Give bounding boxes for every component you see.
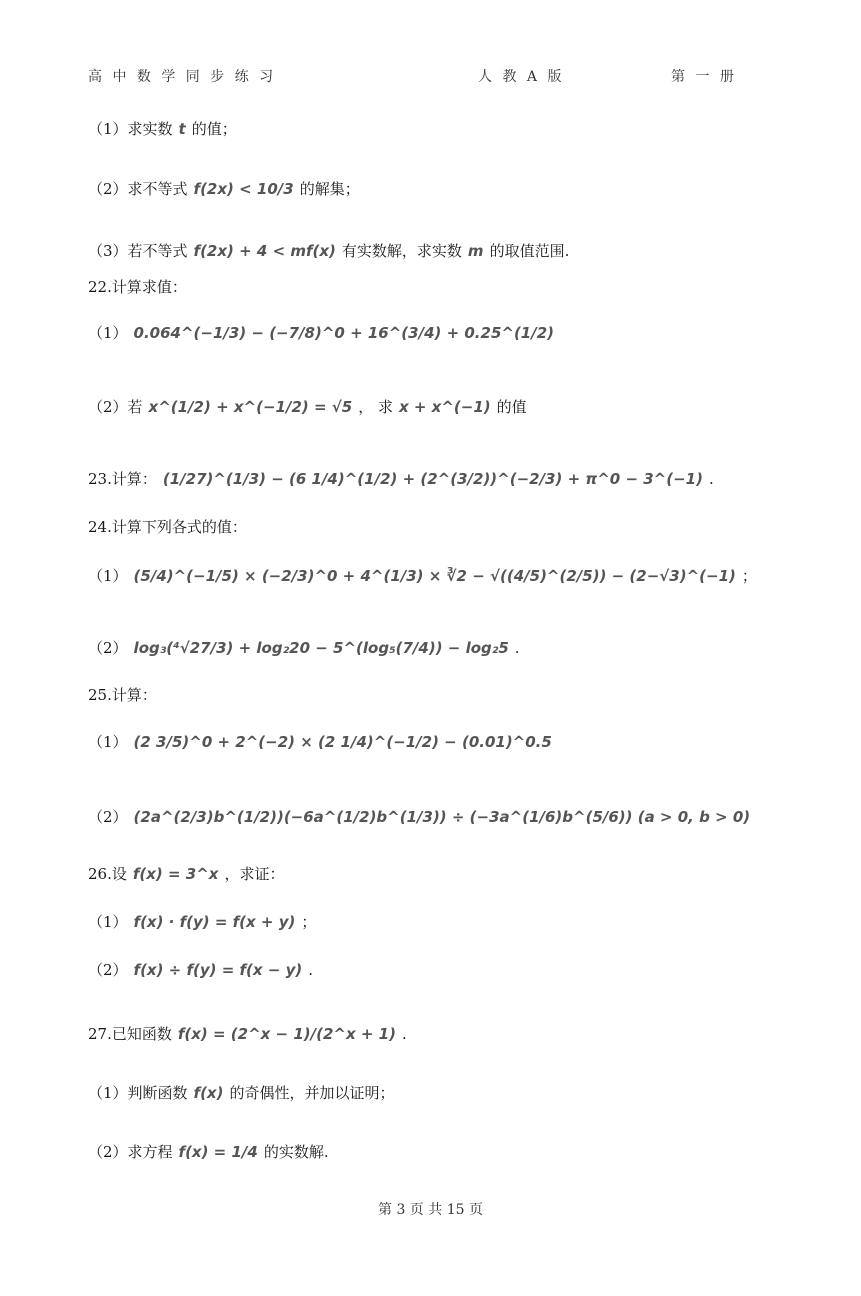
document-line: [88, 1023, 407, 1045]
math-expression: (2a^(2/3)b^(1/2))(−6a^(1/2)b^(1/3)) ÷ (−3a^(1/6)b^(5/6)) (a > 0, b > 0): [133, 808, 751, 826]
document-line: [88, 468, 714, 490]
line-text: （2）求方程: [88, 1143, 173, 1161]
math-expression: f(2x) + 4 < mf(x): [193, 242, 336, 260]
line-text: 22.计算求值：: [88, 278, 187, 296]
line-text: （2）: [88, 639, 128, 657]
line-text: （2）: [88, 961, 128, 979]
document-line: [88, 911, 316, 933]
line-text: ；: [741, 567, 757, 585]
document-line: [88, 276, 199, 298]
document-line: [88, 565, 757, 587]
line-text: （1）: [88, 324, 128, 342]
document-line: [88, 1082, 394, 1104]
document-line: [88, 684, 169, 706]
line-text: （1）求实数: [88, 120, 173, 138]
document-line: [88, 240, 569, 262]
line-text: 的值: [496, 398, 527, 416]
line-text: .: [708, 470, 714, 488]
math-expression: m: [467, 242, 484, 260]
line-text: ；: [301, 913, 317, 931]
math-expression: f(x) = (2^x − 1)/(2^x + 1): [177, 1025, 396, 1043]
line-text: （2）: [88, 808, 128, 826]
line-text: 25.计算：: [88, 686, 157, 704]
line-text: 27.已知函数: [88, 1025, 172, 1043]
document-line: [88, 516, 259, 538]
header-edition: 人 教 A 版: [478, 69, 565, 85]
math-expression: f(x) = 3^x: [132, 865, 219, 883]
line-text: .: [308, 961, 313, 979]
math-expression: (1/27)^(1/3) − (6 1/4)^(1/2) + (2^(3/2))^(−2/3) + π^0 − 3^(−1): [162, 470, 703, 488]
line-text: 26.设: [88, 865, 127, 883]
line-text: 24.计算下列各式的值：: [88, 518, 247, 536]
line-text: （1）: [88, 567, 128, 585]
line-text: 有实数解，求实数: [341, 242, 462, 260]
line-text: 的取值范围.: [489, 242, 570, 260]
document-line: [88, 178, 360, 200]
line-text: （1）判断函数: [88, 1084, 188, 1102]
page-header: [88, 66, 768, 86]
math-expression: 0.064^(−1/3) − (−7/8)^0 + 16^(3/4) + 0.25^(1/2): [133, 324, 555, 342]
line-text: .: [401, 1025, 407, 1043]
page-footer: 第 3 页 共 15 页: [378, 1202, 483, 1218]
line-text: （1）: [88, 733, 128, 751]
header-volume: 第 一 册: [671, 69, 737, 85]
math-expression: x + x^(−1): [398, 398, 491, 416]
math-expression: f(x) = 1/4: [178, 1143, 258, 1161]
line-text: ，求证：: [224, 865, 285, 883]
math-expression: log₃(⁴√27/3) + log₂20 − 5^(log₅(7/4)) − log₂5: [133, 639, 509, 657]
math-expression: (5/4)^(−1/5) × (−2/3)^0 + 4^(1/3) × ∛2 − √((4/5)^(2/5)) − (2−√3)^(−1): [133, 567, 736, 585]
math-expression: t: [178, 120, 186, 138]
document-line: [88, 959, 313, 981]
math-expression: f(2x) < 10/3: [193, 180, 294, 198]
document-line: [88, 806, 756, 828]
document-line: [88, 731, 558, 753]
line-text: （1）: [88, 913, 128, 931]
line-text: 23.计算：: [88, 470, 157, 488]
line-text: .: [514, 639, 520, 657]
line-text: ， 求: [358, 398, 393, 416]
line-text: 的奇偶性，并加以证明；: [229, 1084, 395, 1102]
line-text: 的解集；: [299, 180, 360, 198]
document-line: [88, 396, 527, 418]
math-expression: (2 3/5)^0 + 2^(−2) × (2 1/4)^(−1/2) − (0.01)^0.5: [133, 733, 552, 751]
math-expression: f(x) ÷ f(y) = f(x − y): [133, 961, 303, 979]
line-text: （2）求不等式: [88, 180, 188, 198]
line-text: （2）若: [88, 398, 143, 416]
line-text: （3）若不等式: [88, 242, 188, 260]
line-text: 的值；: [191, 120, 237, 138]
document-line: [88, 637, 520, 659]
math-expression: f(x) · f(y) = f(x + y): [133, 913, 296, 931]
document-line: [88, 322, 560, 344]
line-text: 的实数解.: [263, 1143, 329, 1161]
document-line: [88, 118, 237, 140]
header-title: 高 中 数 学 同 步 练 习: [88, 69, 277, 85]
math-expression: f(x): [193, 1084, 224, 1102]
math-expression: x^(1/2) + x^(−1/2) = √5: [148, 398, 353, 416]
document-line: [88, 863, 284, 885]
document-line: [88, 1141, 329, 1163]
